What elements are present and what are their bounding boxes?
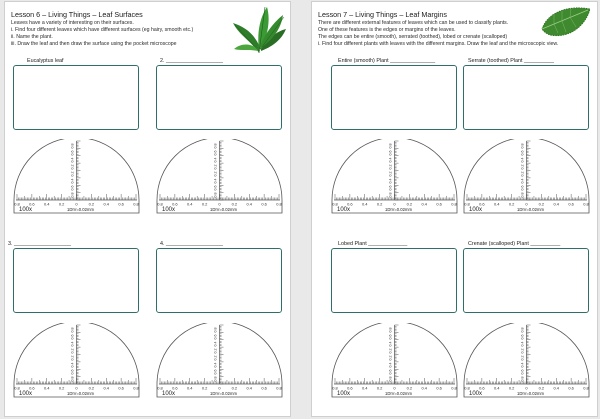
box-label: Crenate (scalloped) Plant __________ [468,241,561,247]
scale-tick-label: 0.2 [70,348,75,354]
scale-tick-label: 0 [525,385,528,391]
scale-tick-label: 0.8 [133,201,139,207]
scale-tick-label: 0.6 [347,201,353,207]
page-title: Lesson 7 – Living Things – Leaf Margins [318,10,447,19]
microscope-scale [331,323,458,398]
division-label: 1DIV=0.02mm [210,391,237,396]
scale-tick-label: 0.4 [520,157,525,163]
scale-tick-label: 0.2 [213,355,218,361]
scale-tick-label: 0.4 [186,201,193,207]
scale-tick-label: 0.6 [213,150,218,156]
microscope-reticle-svg [13,139,140,214]
page-title: Lesson 6 – Living Things – Leaf Surfaces [11,10,143,19]
magnification-label: 100x [162,207,176,213]
scale-tick-label: 0 [218,385,221,391]
scale-tick-label: 0.6 [520,334,525,340]
scale-tick-label: 0 [393,201,396,207]
scale-tick-label: 0.6 [388,369,393,375]
scale-tick-label: 0.2 [508,201,515,207]
division-label: 1DIV=0.02mm [517,207,544,212]
scale-tick-label: 0.2 [88,201,95,207]
scale-tick-label: 0.4 [388,341,393,347]
scale-tick-label: 0.2 [213,348,218,354]
scale-tick-label: 0.4 [186,385,193,391]
scale-tick-label: 0.6 [172,385,178,391]
scale-tick-label: 0.6 [436,201,442,207]
scale-tick-label: 0.2 [376,385,383,391]
scale-tick-label: 0.2 [201,201,208,207]
scale-tick-label: 0.8 [14,385,20,391]
scale-tick-label: 0.2 [231,385,238,391]
scale-tick-label: 0.6 [261,201,267,207]
scale-tick-label: 0.6 [347,385,353,391]
division-label: 1DIV=0.02mm [67,207,94,212]
scale-tick-label: 0.4 [553,385,560,391]
intro-line: i. Find four different plants with leaves with the different margins. Draw the leaf and the microscopic view. [318,41,559,47]
scale-tick-label: 0.6 [388,185,393,191]
magnification-label: 100x [469,207,483,213]
scale-tick-label: 0.2 [388,164,393,170]
scale-tick-label: 0 [75,201,78,207]
intro-text [318,20,559,48]
scale-tick-label: 0.6 [70,369,75,375]
microscope-reticle-svg [156,139,283,214]
intro-line: iii. Draw the leaf and then draw the surface using the pocket microscope [11,41,177,47]
drawing-box[interactable] [156,65,282,130]
scale-tick-label: 0.4 [421,385,428,391]
scale-tick-label: 0.6 [118,201,124,207]
scale-tick-label: 0.4 [213,157,218,163]
scale-tick-label: 0.2 [520,348,525,354]
scale-tick-label: 0.2 [538,201,545,207]
microscope-scale [156,139,283,214]
microscope-reticle-svg [156,323,283,398]
scale-tick-label: 0.8 [70,192,75,198]
box-label: Eucalyptus leaf [27,58,64,64]
scale-tick-label: 0.4 [361,385,368,391]
scale-tick-label: 0.2 [231,201,238,207]
drawing-box[interactable] [331,65,457,130]
scale-tick-label: 0.2 [376,201,383,207]
worksheet-page-lesson-7 [311,1,598,417]
magnification-label: 100x [19,391,33,397]
drawing-box[interactable] [331,248,457,313]
division-label: 1DIV=0.02mm [517,391,544,396]
scale-tick-label: 0.8 [451,385,457,391]
scale-tick-label: 0.6 [213,185,218,191]
scale-tick-label: 0.4 [43,201,50,207]
magnification-label: 100x [469,391,483,397]
scale-tick-label: 0.2 [538,385,545,391]
intro-line: One of these features is the edges or margins of the leaves. [318,27,456,33]
scale-tick-label: 0 [218,201,221,207]
microscope-scale [463,323,590,398]
magnification-label: 100x [162,391,176,397]
drawing-box[interactable] [463,65,589,130]
scale-tick-label: 0.8 [520,143,525,149]
serrated-leaf-image [540,5,592,39]
scale-tick-label: 0.8 [520,376,525,382]
box-label: 3. ___________________ [8,241,71,247]
scale-tick-label: 0.2 [70,164,75,170]
scale-tick-label: 0.2 [520,171,525,177]
scale-tick-label: 0.8 [520,192,525,198]
scale-tick-label: 0.2 [388,348,393,354]
scale-tick-label: 0 [525,201,528,207]
intro-line: There are different external features of leaves which can be used to classify plants. [318,20,509,26]
scale-tick-label: 0.8 [70,327,75,333]
division-label: 1DIV=0.02mm [210,207,237,212]
scale-tick-label: 0.4 [520,362,525,368]
scale-tick-label: 0.8 [520,327,525,333]
scale-tick-label: 0.8 [213,376,218,382]
scale-tick-label: 0.8 [70,376,75,382]
scale-tick-label: 0.6 [520,185,525,191]
scale-tick-label: 0.4 [213,362,218,368]
scale-tick-label: 0.4 [361,201,368,207]
scale-tick-label: 0.2 [213,164,218,170]
scale-tick-label: 0.4 [103,201,110,207]
scale-tick-label: 0.2 [520,164,525,170]
scale-tick-label: 0.2 [406,201,413,207]
scale-tick-label: 0.8 [388,327,393,333]
scale-tick-label: 0.4 [493,385,500,391]
scale-tick-label: 0.4 [70,178,75,184]
scale-tick-label: 0.2 [406,385,413,391]
magnification-label: 100x [337,207,351,213]
scale-tick-label: 0.4 [553,201,560,207]
scale-tick-label: 0.8 [70,143,75,149]
scale-tick-label: 0.2 [88,385,95,391]
scale-tick-label: 0.6 [388,334,393,340]
scale-tick-label: 0.6 [520,369,525,375]
division-label: 1DIV=0.02mm [385,207,412,212]
magnification-label: 100x [337,391,351,397]
scale-tick-label: 0.6 [70,150,75,156]
worksheet-page-lesson-6 [4,1,291,417]
tropical-leaves-image [231,5,287,57]
microscope-scale [463,139,590,214]
scale-tick-label: 0.4 [493,201,500,207]
scale-tick-label: 0 [75,385,78,391]
scale-tick-label: 0.8 [332,385,338,391]
microscope-reticle-svg [463,139,590,214]
scale-tick-label: 0.8 [464,201,470,207]
scale-tick-label: 0.4 [246,385,253,391]
scale-tick-label: 0.4 [520,341,525,347]
scale-tick-label: 0.6 [213,334,218,340]
scale-tick-label: 0.8 [464,385,470,391]
intro-line: ii. Name the plant. [11,34,53,40]
scale-tick-label: 0 [393,385,396,391]
scale-tick-label: 0.8 [213,143,218,149]
scale-tick-label: 0.6 [568,201,574,207]
scale-tick-label: 0.8 [157,201,163,207]
microscope-scale [13,323,140,398]
division-label: 1DIV=0.02mm [385,391,412,396]
box-label: 4. ___________________ [160,241,223,247]
scale-tick-label: 0.4 [70,362,75,368]
microscope-scale [331,139,458,214]
scale-tick-label: 0.8 [451,201,457,207]
scale-tick-label: 0.2 [70,171,75,177]
scale-tick-label: 0.2 [508,385,515,391]
scale-tick-label: 0.2 [388,171,393,177]
scale-tick-label: 0.8 [276,385,282,391]
scale-tick-label: 0.2 [213,171,218,177]
microscope-reticle-svg [13,323,140,398]
intro-text [11,20,237,48]
microscope-scale [156,323,283,398]
division-label: 1DIV=0.02mm [67,391,94,396]
scale-tick-label: 0.8 [133,385,139,391]
scale-tick-label: 0.4 [388,362,393,368]
scale-tick-label: 0.4 [70,157,75,163]
scale-tick-label: 0.2 [58,385,65,391]
microscope-reticle-svg [463,323,590,398]
box-label: Lobed Plant _____________ [338,241,408,247]
scale-tick-label: 0.6 [70,334,75,340]
scale-tick-label: 0.6 [479,201,485,207]
scale-tick-label: 0.6 [172,201,178,207]
scale-tick-label: 0.6 [70,185,75,191]
scale-tick-label: 0.8 [213,327,218,333]
scale-tick-label: 0.6 [388,150,393,156]
scale-tick-label: 0.6 [118,385,124,391]
scale-tick-label: 0.4 [43,385,50,391]
scale-tick-label: 0.2 [388,355,393,361]
scale-tick-label: 0.6 [568,385,574,391]
box-label: Entire (smooth) Plant _______________ [338,58,436,64]
microscope-scale [13,139,140,214]
scale-tick-label: 0.8 [213,192,218,198]
scale-tick-label: 0.6 [29,385,35,391]
scale-tick-label: 0.6 [436,385,442,391]
scale-tick-label: 0.4 [520,178,525,184]
microscope-reticle-svg [331,139,458,214]
scale-tick-label: 0.6 [213,369,218,375]
scale-tick-label: 0.8 [332,201,338,207]
scale-tick-label: 0.4 [213,341,218,347]
scale-tick-label: 0.4 [421,201,428,207]
scale-tick-label: 0.2 [70,355,75,361]
scale-tick-label: 0.2 [201,385,208,391]
scale-tick-label: 0.2 [520,355,525,361]
scale-tick-label: 0.6 [479,385,485,391]
scale-tick-label: 0.8 [388,192,393,198]
scale-tick-label: 0.8 [583,201,589,207]
drawing-box[interactable] [13,248,139,313]
scale-tick-label: 0.6 [261,385,267,391]
scale-tick-label: 0.8 [157,385,163,391]
drawing-box[interactable] [463,248,589,313]
scale-tick-label: 0.4 [70,341,75,347]
scale-tick-label: 0.4 [388,178,393,184]
intro-line: i. Find four different leaves which have different surfaces (eg hairy, smooth etc.) [11,27,194,33]
drawing-box[interactable] [156,248,282,313]
scale-tick-label: 0.8 [276,201,282,207]
magnification-label: 100x [19,207,33,213]
scale-tick-label: 0.4 [103,385,110,391]
box-label: 2. ___________________ [160,58,223,64]
scale-tick-label: 0.8 [388,143,393,149]
scale-tick-label: 0.8 [583,385,589,391]
intro-line: The edges can be entire (smooth), serrated (toothed), lobed or crenate (scalloped) [318,34,508,40]
scale-tick-label: 0.2 [58,201,65,207]
scale-tick-label: 0.6 [29,201,35,207]
microscope-reticle-svg [331,323,458,398]
scale-tick-label: 0.4 [213,178,218,184]
box-label: Serrate (toothed) Plant __________ [468,58,555,64]
drawing-box[interactable] [13,65,139,130]
intro-line: Leaves have a variety of interesting on their surfaces. [11,20,134,26]
scale-tick-label: 0.8 [388,376,393,382]
scale-tick-label: 0.8 [14,201,20,207]
scale-tick-label: 0.6 [520,150,525,156]
scale-tick-label: 0.4 [388,157,393,163]
scale-tick-label: 0.4 [246,201,253,207]
